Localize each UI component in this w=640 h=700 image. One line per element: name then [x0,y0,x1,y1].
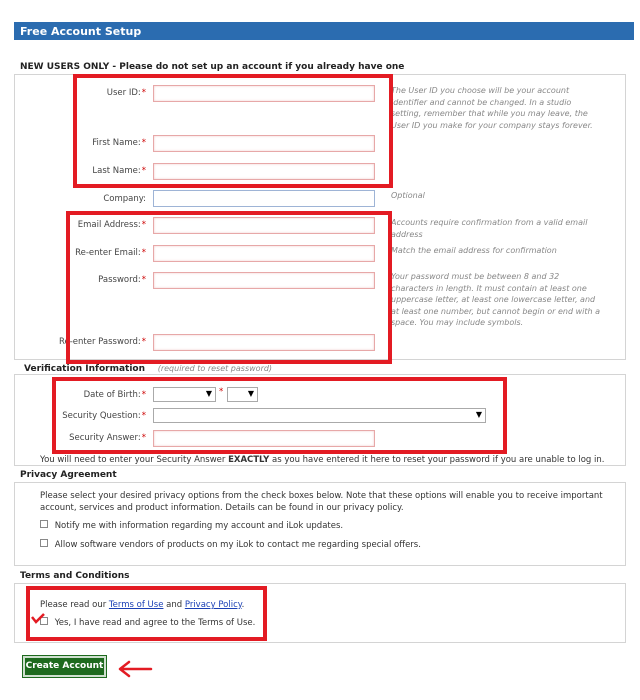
page-title: Free Account Setup [20,25,142,38]
notify-checkbox[interactable] [40,520,48,528]
email-label: Email Address:* [77,220,146,230]
terms-read-line: Please read our Terms of Use and Privacy Policy. [40,600,245,610]
reenter-password-label: Re-enter Password:* [58,337,146,347]
dob-label: Date of Birth:* [83,390,146,400]
company-hint: Optional [391,191,425,200]
email-hint: Accounts require confirmation from a valid email address [391,218,588,239]
last-name-label: Last Name:* [92,166,146,176]
vendors-checkbox[interactable] [40,539,48,547]
annotation-box-name-fields [73,74,393,188]
reenter-email-label: Re-enter Email:* [75,248,146,258]
password-label: Password:* [98,275,146,285]
agree-label: Yes, I have read and agree to the Terms of Use. [54,618,256,628]
user-id-hint: The User ID you choose will be your account identifier and cannot be changed. In a studio setting, remember that while you may leave, the User ID you make for your company stays forever. [391,86,593,130]
privacy-heading: Privacy Agreement [20,470,117,480]
vendors-label: Allow software vendors of products on my iLok to contact me regarding special offers. [54,540,421,550]
dob-required-star: * [219,387,224,397]
reenter-email-hint: Match the email address for confirmation [391,246,557,255]
page-header [14,22,634,40]
annotation-box-credentials [66,211,392,364]
first-name-label: First Name:* [92,138,146,148]
privacy-description: Please select your desired privacy options from the check boxes below. Note that these options will enable you to receive important account, services and product information. Details can be found in our privacy policy. [40,491,603,513]
privacy-option-vendors [40,539,421,551]
terms-heading: Terms and Conditions [20,571,130,581]
company-label: Company: [103,194,146,204]
user-id-label: User ID:* [106,88,146,98]
dropdown-arrow-icon: ▼ [475,410,482,419]
privacy-policy-link[interactable]: Privacy Policy [184,600,242,610]
security-answer-label: Security Answer:* [69,433,146,443]
notify-label: Notify me with information regarding my account and iLok updates. [54,521,344,531]
verification-heading: Verification Information (required to reset password) [24,364,273,374]
annotation-box-verification [52,377,507,454]
dropdown-arrow-icon: ▼ [205,389,212,398]
annotation-box-terms [26,586,267,641]
company-input[interactable] [153,190,375,207]
password-hint: Your password must be between 8 and 32 characters in length. It must contain at least one uppercase letter, at least one lowercase letter, and at least one number, but cannot begin or end with a space. You may include symbols. [391,272,600,327]
create-account-button[interactable]: Create Account [23,656,106,677]
privacy-option-notify [40,520,343,532]
annotation-check-mark-icon [30,612,46,626]
verification-subheading: (required to reset password) [157,364,273,373]
security-question-label: Security Question:* [62,411,146,421]
dropdown-arrow-icon: ▼ [247,389,254,398]
new-users-heading: NEW USERS ONLY - Please do not set up an account if you already have one [20,62,405,72]
terms-of-use-link[interactable]: Terms of Use [108,600,164,610]
annotation-arrow-icon [117,659,153,679]
security-answer-note: You will need to enter your Security Answer EXACTLY as you have entered it here to reset your password if you are unable to log in. [40,455,605,465]
